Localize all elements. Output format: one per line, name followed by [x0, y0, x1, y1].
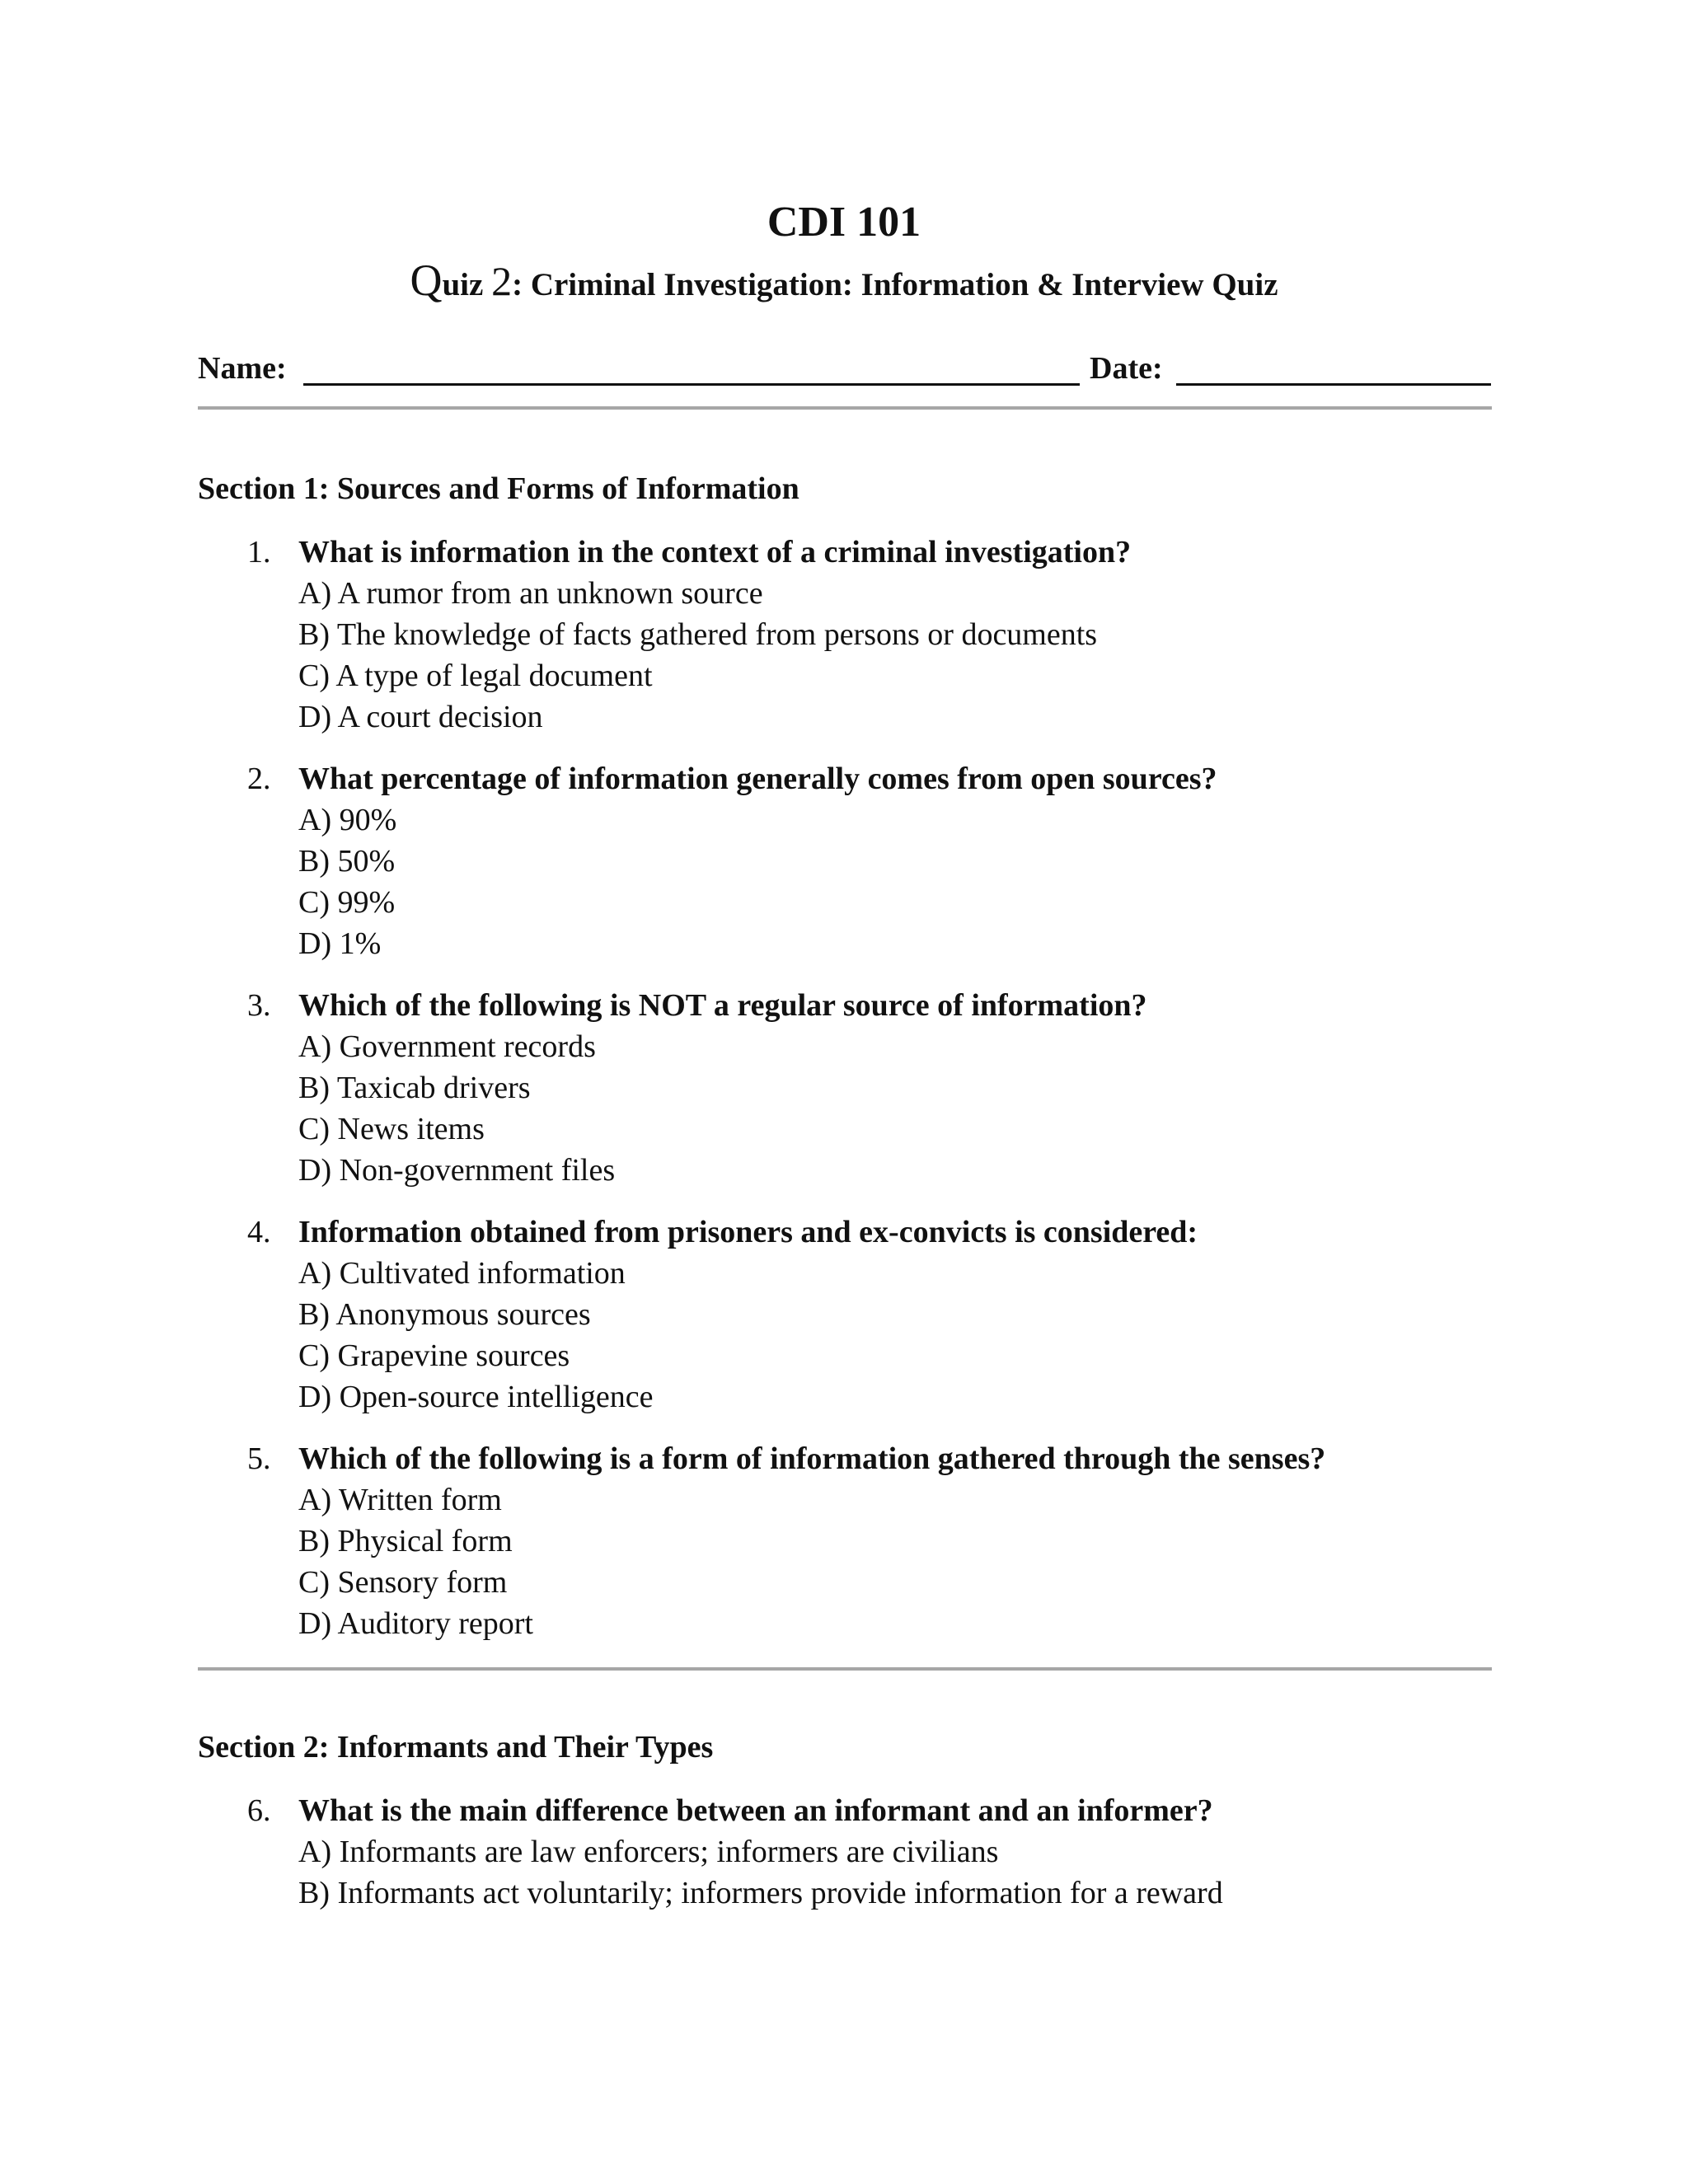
- question-number: 2.: [247, 762, 271, 796]
- option-d: D) 1%: [298, 926, 382, 961]
- option-a: A) Cultivated information: [298, 1256, 626, 1291]
- section-2-heading: Section 2: Informants and Their Types: [198, 1730, 714, 1765]
- quiz-title: [0, 251, 1688, 314]
- option-d: D) Open-source intelligence: [298, 1380, 654, 1414]
- date-field-line[interactable]: [1176, 383, 1491, 386]
- question-number: 4.: [247, 1215, 271, 1249]
- option-c: C) A type of legal document: [298, 658, 653, 693]
- option-a: A) Government records: [298, 1029, 596, 1064]
- option-b: B) 50%: [298, 844, 396, 879]
- section-1-heading: Section 1: Sources and Forms of Information: [198, 471, 799, 506]
- option-b: B) Anonymous sources: [298, 1297, 591, 1332]
- option-a: A) Written form: [298, 1483, 502, 1517]
- divider-section: [198, 1667, 1492, 1671]
- divider-top: [198, 406, 1492, 410]
- quiz-title-initial: Q: [410, 255, 443, 305]
- answer-options: [298, 1253, 654, 1418]
- option-b: B) Physical form: [298, 1524, 513, 1558]
- option-d: D) A court decision: [298, 700, 543, 734]
- option-c: C) Grapevine sources: [298, 1338, 570, 1373]
- answer-options: [298, 1026, 615, 1191]
- quiz-title-subject: : Criminal Investigation: Information & Interview Quiz: [512, 267, 1278, 302]
- answer-options: [298, 1479, 533, 1644]
- answer-options: [298, 799, 396, 964]
- name-field-line[interactable]: [303, 383, 1080, 386]
- name-date-row: [198, 346, 1492, 391]
- option-c: C) News items: [298, 1112, 485, 1146]
- question-text: Which of the following is NOT a regular source of information?: [298, 988, 1147, 1023]
- option-c: C) 99%: [298, 885, 396, 920]
- option-b: B) Informants act voluntarily; informers provide information for a reward: [298, 1876, 1223, 1910]
- answer-options: [298, 1831, 1223, 1914]
- question-text: Which of the following is a form of information gathered through the senses?: [298, 1441, 1326, 1476]
- question-number: 6.: [247, 1793, 271, 1828]
- quiz-title-number: 2: [491, 258, 513, 304]
- question-text: Information obtained from prisoners and ex-convicts is considered:: [298, 1215, 1198, 1249]
- option-b: B) Taxicab drivers: [298, 1071, 531, 1105]
- question-number: 1.: [247, 535, 271, 569]
- option-c: C) Sensory form: [298, 1565, 508, 1600]
- question-text: What percentage of information generally comes from open sources?: [298, 762, 1217, 796]
- name-label: Name:: [198, 351, 287, 386]
- option-d: D) Non-government files: [298, 1153, 616, 1188]
- option-d: D) Auditory report: [298, 1606, 533, 1641]
- course-title: CDI 101: [767, 199, 921, 246]
- option-a: A) 90%: [298, 803, 397, 837]
- question-number: 3.: [247, 988, 271, 1023]
- date-label: Date:: [1090, 351, 1163, 386]
- question-number: 5.: [247, 1441, 271, 1476]
- option-a: A) Informants are law enforcers; informers are civilians: [298, 1835, 999, 1869]
- question-text: What is information in the context of a criminal investigation?: [298, 535, 1132, 569]
- option-b: B) The knowledge of facts gathered from persons or documents: [298, 617, 1098, 652]
- option-a: A) A rumor from an unknown source: [298, 576, 763, 611]
- quiz-title-word: uiz: [442, 267, 492, 302]
- answer-options: [298, 573, 1097, 738]
- question-text: What is the main difference between an informant and an informer?: [298, 1793, 1213, 1828]
